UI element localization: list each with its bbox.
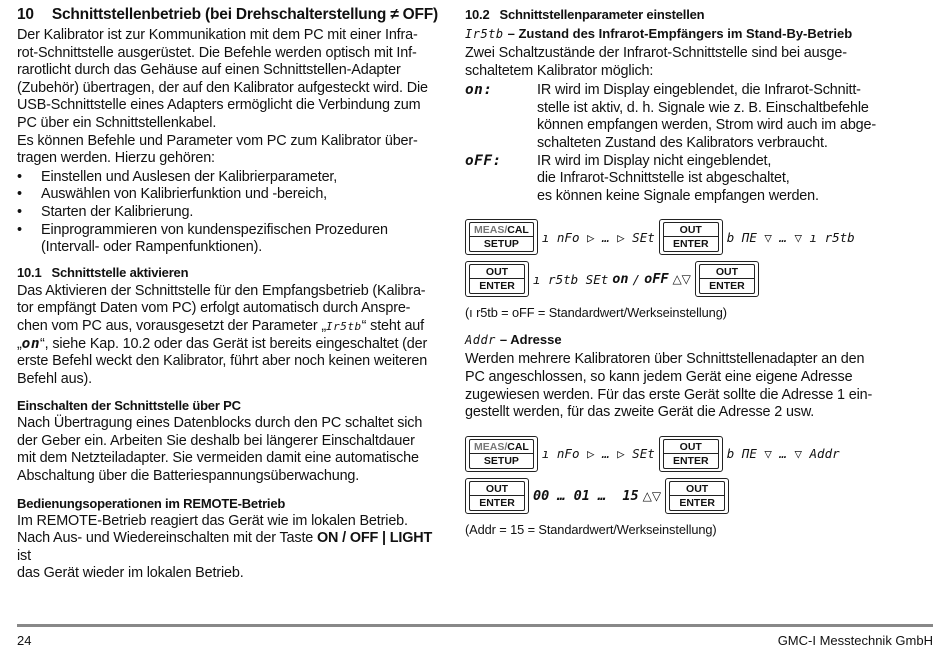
page-number: 24 bbox=[17, 633, 32, 648]
footer-divider bbox=[17, 624, 933, 627]
param-heading-irstb: Ir5tb – Zustand des Infrarot-Empfängers im Stand-By-Betrieb bbox=[465, 26, 853, 41]
meas-cal-setup-key: MEAS/CAL SETUP bbox=[465, 436, 538, 472]
heading-einschalten: Einschalten der Schnittstelle über PC bbox=[17, 398, 241, 414]
right-column bbox=[465, 6, 940, 538]
activation-paragraph: Das Aktivieren der Schnittstelle für den Empfangsbetrieb (Kalibra- tor empfängt Daten vom PC) erfolgt automatisch durch Anspre- chen vom PC aus, vorausgesetzt der Parameter „Ir5tb“ steht auf „on“, siehe Kap. 10.2 oder das Gerät ist bereits eingeschaltet (der erste Befehl weckt den Kalibrator, führt aber noch keinen weiteren Befehl aus). bbox=[17, 282, 428, 387]
key-sequence-3: MEAS/CAL SETUP ı nFo ▷ … ▷ SEt OUT ENTER b ΠE ▽ … ▽ Addr bbox=[465, 436, 940, 472]
default-note-addr: (Addr = 15 = Standardwert/Werkseinstellung) bbox=[465, 521, 717, 537]
list-item: • Einprogrammieren von kundenspezifischen Prozeduren (Intervall- oder Rampenfunktionen). bbox=[17, 221, 388, 256]
key-name: ON / OFF | LIGHT bbox=[317, 530, 433, 547]
list-item: • Einstellen und Auslesen der Kalibrierparameter, bbox=[17, 168, 338, 185]
key-sequence-1 bbox=[465, 219, 940, 255]
out-enter-key: OUT ENTER bbox=[659, 219, 723, 255]
left-column bbox=[17, 6, 447, 583]
display-sequence: b ΠE ▽ … ▽ ı r5tb bbox=[726, 229, 855, 245]
out-enter-key: OUT ENTER bbox=[465, 261, 529, 297]
out-enter-key: OUT ENTER bbox=[465, 478, 529, 514]
key-sequence-2: OUT ENTER ı r5tb SEt on / oFF △▽ OUT ENTER bbox=[465, 261, 940, 297]
heading-remote: Bedienungsoperationen im REMOTE-Betrieb bbox=[17, 495, 286, 511]
option-list bbox=[465, 82, 940, 205]
param-heading-addr: Addr – Adresse bbox=[465, 332, 562, 348]
param-intro: Zwei Schaltzustände der Infrarot-Schnittstelle sind bei ausge- schaltetem Kalibrator möglich: bbox=[465, 45, 847, 79]
subsection-heading-10-2: 10.2 Schnittstellenparameter einstellen bbox=[465, 7, 705, 22]
option-off: oFF: IR wird im Display nicht eingeblendet, die Infrarot-Schnittstelle ist abgeschaltet, es können keine Signale empfangen werden. bbox=[465, 152, 819, 204]
einschalten-paragraph: Nach Übertragung eines Datenblocks durch den PC schaltet sich der Geber ein. Arbeiten Sie deshalb bei längerer Einschaltdauer mit dem Netzteiladapter. Sie vermeiden damit eine automatische Abschaltung über die Batteriespannungsüberwachung. bbox=[17, 415, 423, 485]
meas-cal-setup-key: MEAS/CAL SETUP bbox=[465, 219, 538, 255]
section-title: Schnittstellenbetrieb (bei Drehschalterstellung ≠ OFF) bbox=[51, 6, 438, 23]
section-heading bbox=[17, 6, 447, 24]
display-sequence: ı nFo ▷ … ▷ SEt bbox=[541, 229, 655, 245]
out-enter-key: OUT ENTER bbox=[659, 436, 723, 472]
intro-paragraph: Der Kalibrator ist zur Kommunikation mit dem PC mit einer Infra- rot-Schnittstelle ausgerüstet. Die Befehle werden optisch mit Inf- rarotlicht durch das Gehäuse auf einen Schnittstellen-Adapter (Zubehör) übertragen, der auf den Kalibrator aufgesteckt wird. Die USB-Schnittstelle eines Adapters ermöglicht die Verbindung zum PC über ein Schnittstellenkabel. Es können Befehle und Parameter vom PC zum Kalibrator über- tragen werden. Hierzu gehören: bbox=[17, 27, 428, 167]
section-number: 10 bbox=[17, 6, 34, 23]
out-enter-key: OUT ENTER bbox=[665, 478, 729, 514]
default-note-irstb: (ı r5tb = oFF = Standardwert/Werkseinstellung) bbox=[465, 305, 727, 321]
key-sequence-4: OUT ENTER 00 … 01 … 15 △▽ OUT ENTER bbox=[465, 478, 940, 514]
param-code: Ir5tb bbox=[326, 319, 362, 333]
company-name: GMC-I Messtechnik GmbH bbox=[777, 633, 933, 648]
addr-paragraph: Werden mehrere Kalibratoren über Schnittstellenadapter an den PC angeschlossen, so kann jedem Gerät eine eigene Adresse zugewiesen werden. Für das erste Gerät sollte die Adresse 1 ein- gestellt werden, für das zweite Gerät die Adresse 2 usw. bbox=[465, 351, 873, 421]
out-enter-key: OUT ENTER bbox=[695, 261, 759, 297]
option-on: on: IR wird im Display eingeblendet, die Infrarot-Schnitt- stelle ist aktiv, d. h. Signale wie z. B. Einschaltbefehle können empfangen werden, Strom wird auch im abge- schalteten Zustand des Kalibrators verbraucht. bbox=[465, 82, 877, 151]
feature-list bbox=[17, 169, 447, 257]
remote-paragraph: Im REMOTE-Betrieb reagiert das Gerät wie im lokalen Betrieb. Nach Aus- und Wiedereinschalten mit der Taste ON / OFF | LIGHT ist das Gerät wieder im lokalen Betrieb. bbox=[17, 512, 433, 582]
on-code: on bbox=[21, 335, 40, 352]
list-item: • Auswählen von Kalibrierfunktion und -bereich, bbox=[17, 186, 328, 203]
subsection-heading-10-1: 10.1 Schnittstelle aktivieren bbox=[17, 264, 189, 280]
list-item: • Starten der Kalibrierung. bbox=[17, 203, 194, 220]
